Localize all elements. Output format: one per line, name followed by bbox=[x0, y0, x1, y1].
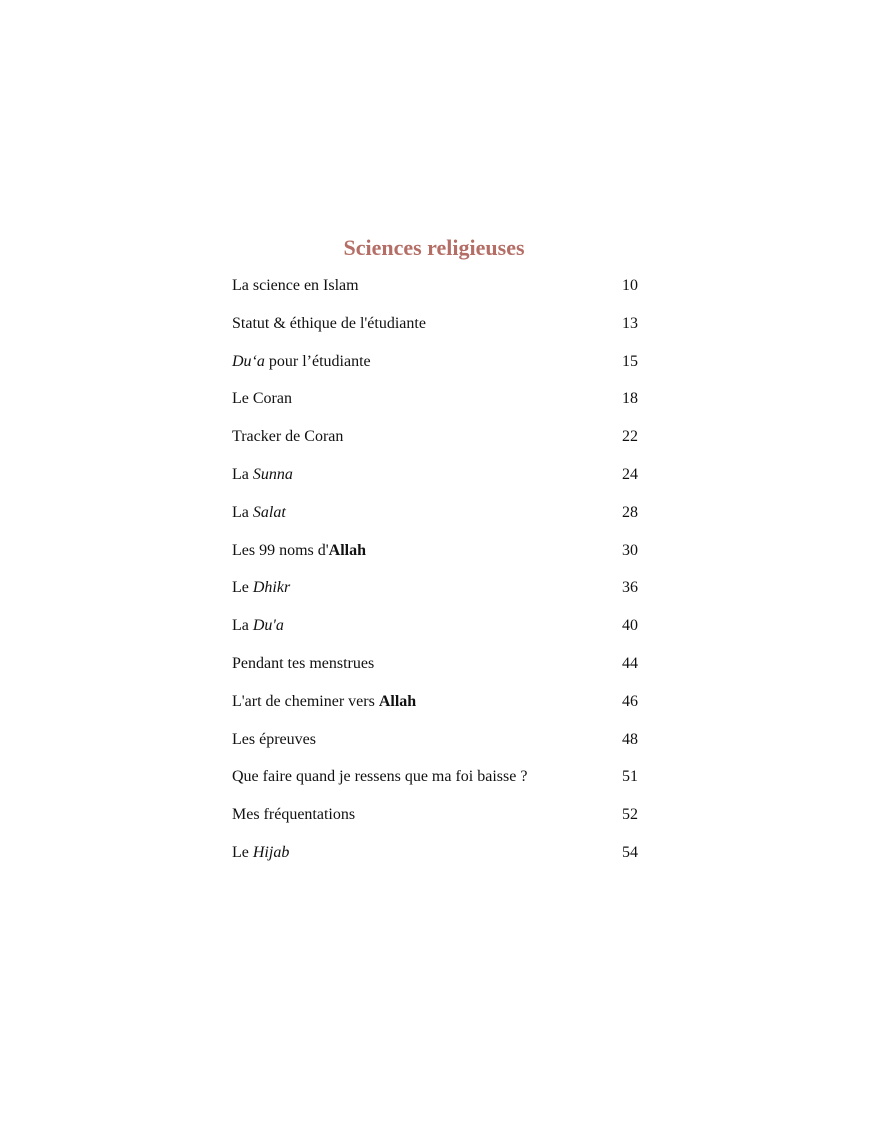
toc-entry-title bbox=[232, 650, 374, 678]
toc-entry bbox=[232, 763, 638, 801]
toc-entry-page-number: 44 bbox=[622, 654, 638, 672]
toc-entry-title-segment: Les 99 noms d' bbox=[232, 541, 329, 559]
toc-entry-title-segment: Les épreuves bbox=[232, 730, 316, 748]
toc-entry-page-number: 54 bbox=[622, 843, 638, 861]
toc-entry-title-segment: Dhikr bbox=[252, 579, 291, 597]
toc-entry bbox=[232, 574, 638, 612]
toc-entry bbox=[232, 612, 638, 650]
toc-entry-title-segment: Statut & éthique de l'étudiante bbox=[232, 314, 426, 332]
section-title: Sciences religieuses bbox=[343, 234, 525, 260]
toc-entry-title-segment: Pendant tes menstrues bbox=[232, 654, 375, 672]
toc-entry-page-number: 30 bbox=[622, 541, 638, 559]
toc-entry-title bbox=[232, 537, 366, 565]
toc-entry-title-segment: Le Coran bbox=[232, 390, 292, 408]
toc-entry-page-number: 10 bbox=[622, 277, 638, 294]
toc-entry-title-segment: pour l’étudiante bbox=[264, 352, 371, 370]
toc-entry-title bbox=[232, 385, 292, 413]
toc-entry-title bbox=[232, 726, 316, 754]
toc-entry-title-segment: La bbox=[232, 617, 253, 635]
toc-entry-title bbox=[232, 839, 289, 867]
toc-entry-title bbox=[232, 423, 343, 451]
toc-entry-page-number: 24 bbox=[622, 465, 638, 483]
toc-entry-title bbox=[232, 612, 284, 640]
toc-entry-page-number: 18 bbox=[622, 390, 638, 408]
toc-entry-page-number: 13 bbox=[622, 314, 638, 332]
toc-entry-page-number: 40 bbox=[622, 617, 638, 635]
toc-entry bbox=[232, 499, 638, 537]
toc-entry-title-segment: Que faire quand je ressens que ma foi baisse ? bbox=[232, 768, 528, 786]
toc-entry-title bbox=[232, 688, 416, 716]
toc-entry bbox=[232, 272, 638, 310]
toc-entry bbox=[232, 801, 638, 839]
toc-entry-title-segment: La science en Islam bbox=[232, 277, 359, 294]
toc-entry-page-number: 51 bbox=[622, 768, 638, 786]
toc-entry bbox=[232, 310, 638, 348]
toc-entry-title-segment: L'art de cheminer vers bbox=[232, 692, 379, 710]
toc-entry-title-segment: Mes fréquentations bbox=[232, 806, 356, 824]
toc-entry-page-number: 15 bbox=[622, 352, 638, 370]
toc-entry-title-segment: Salat bbox=[252, 503, 286, 521]
toc-entry bbox=[232, 726, 638, 764]
toc-entry bbox=[232, 839, 638, 877]
toc-entry-title-segment: Le bbox=[232, 579, 253, 597]
toc-entry-title-segment: Allah bbox=[328, 541, 366, 559]
toc-entry-title bbox=[232, 348, 371, 376]
toc-entry-page-number: 46 bbox=[622, 692, 638, 710]
toc-entry-page-number: 48 bbox=[622, 730, 638, 748]
toc-entry bbox=[232, 423, 638, 461]
toc-entry bbox=[232, 385, 638, 423]
toc-entry-title bbox=[232, 801, 355, 829]
toc-entry-title-segment: Tracker de Coran bbox=[232, 428, 344, 446]
toc-entry-title-segment: Le bbox=[232, 843, 253, 861]
toc-entry bbox=[232, 688, 638, 726]
toc-entry-title bbox=[232, 574, 290, 602]
toc-entry bbox=[232, 650, 638, 688]
toc-entry-title-segment: Du'a bbox=[252, 617, 284, 635]
toc-entry-title bbox=[232, 310, 426, 338]
toc-entry-title-segment: La bbox=[232, 465, 253, 483]
toc-entry bbox=[232, 461, 638, 499]
toc-entry-title bbox=[232, 763, 527, 791]
toc-entry-title bbox=[232, 272, 359, 300]
toc-entry-page-number: 22 bbox=[622, 428, 638, 446]
toc-entry-title bbox=[232, 461, 293, 489]
toc-entry-page-number: 28 bbox=[622, 503, 638, 521]
toc-entry bbox=[232, 348, 638, 386]
toc-entry-page-number: 36 bbox=[622, 579, 638, 597]
toc-entry-title-segment: Allah bbox=[378, 692, 417, 710]
table-of-contents bbox=[232, 272, 638, 877]
toc-entry-title-segment: La bbox=[232, 503, 253, 521]
toc-entry-title bbox=[232, 499, 286, 527]
toc-entry-title-segment: Sunna bbox=[252, 465, 293, 483]
toc-entry-page-number: 52 bbox=[622, 806, 638, 824]
toc-entry-title-segment: Du‘a bbox=[232, 352, 265, 370]
toc-entry bbox=[232, 537, 638, 575]
toc-entry-title-segment: Hijab bbox=[252, 843, 290, 861]
